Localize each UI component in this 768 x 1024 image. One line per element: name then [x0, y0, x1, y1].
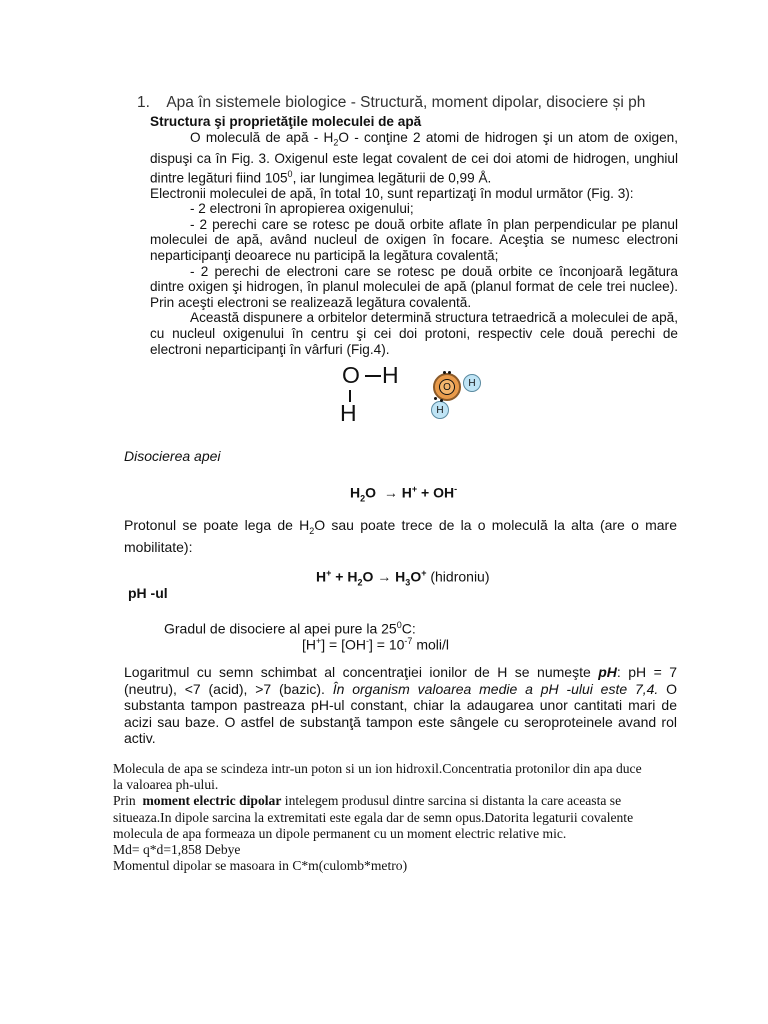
structure-paragraph-3: - 2 electroni în apropierea oxigenului;: [190, 201, 414, 217]
heading-text: Apa în sistemele biologice - Structură, moment dipolar, disociere și ph: [166, 94, 646, 111]
structure-paragraph-5: - 2 perechi de electroni care se rotesc pe două orbite ce înconjoară legătura dintre oxigen şi hidrogen, în planul moleculei de apă (planul format de cele trei nuclee). Prin aceşti electroni se realizează legătura covalentă.: [150, 263, 678, 310]
notes-line-2: Prin moment electric dipolar intelegem produsul dintre sarcina si distanta la care aceasta se situeaza.In dipole sarcina la extremitati este egala dar de semn opus.Datorita legaturii covalente molecula de apa formeaza un dipole permanent cu un moment electric relative mic.: [113, 793, 634, 841]
ph-concentration-line: $[H^+] = [OH^-] = 10^{-7}$ moli/l: [302, 636, 449, 653]
ball-model-figure: [428, 369, 488, 423]
hydrogen-ball-1: H: [463, 374, 481, 392]
structure-title: Structura şi proprietăţile moleculei de apă: [150, 114, 422, 129]
notes-line-4: Momentul dipolar se masoara in C*m(culomb*metro): [113, 858, 408, 874]
page-heading: [137, 94, 645, 112]
ph-log-paragraph: Logaritmul cu semn schimbat al concentraţiei ionilor de H se numeşte pH: pH = 7 (neutru), <7 (acid), >7 (bazic). În organism valoarea medie a pH -ului este 7,4. O substanta tampon pastreaza pH-ul constant, chiar la adaugarea unor cantitati mari de acizi sau baze. O astfel de substanţă tampon este sângele cu seroproteinele avand rol activ.: [124, 664, 678, 746]
structure-paragraph-4: - 2 perechi care se rotesc pe două orbite aflate în plan perpendicular pe planul moleculei de apă, având nucleul de oxigen în focare. Aceştia se numesc electroni neparticipanţi deoarece nu participă la legătura covalentă;: [150, 216, 678, 263]
structure-paragraph-2: Electronii moleculei de apă, în total 10, sunt repartizaţi în modul următor (Fig. 3):: [150, 185, 634, 201]
electron-dot: [434, 397, 437, 400]
atom-o-label: O: [342, 362, 360, 388]
hydrogen-ball-2: H: [431, 401, 449, 419]
structure-section: [150, 114, 678, 357]
structure-paragraph-1: O moleculă de apă - $H_2O$ - conţine 2 atomi de hidrogen şi un atom de oxigen, dispuşi ca în Fig. 3. Oxigenul este legat covalent de cei doi atomi de hidrogen, unghiul dintre legături fiind $105^0$, iar lungimea legăturii de 0,99 Å.: [150, 129, 678, 186]
ph-degree-line: Gradul de disociere al apei pure la $25^0C$:: [164, 620, 416, 637]
atom-h1-label: H: [382, 362, 399, 388]
electron-dot: [440, 399, 443, 402]
proton-paragraph: Protonul se poate lega de $H_2O$ sau poate trece de la o moleculă la alta (are o mare mobilitate):: [124, 517, 677, 556]
heading-number: 1.: [137, 94, 150, 111]
notes-line-1: Molecula de apa se scindeza intr-un poton si un ion hidroxil.Concentratia protonilor din apa duce la valoarea ph-ului.: [113, 761, 642, 793]
atom-h2-label: H: [340, 400, 357, 426]
bond-oh-horizontal: [365, 375, 381, 377]
electron-dot: [443, 371, 446, 374]
dissociation-title: Disocierea apei: [124, 448, 221, 464]
notes-section: [113, 761, 653, 874]
ph-title: pH -ul: [128, 585, 168, 601]
structure-paragraph-6: Această dispunere a orbitelor determină structura tetraedrică a moleculei de apă, cu nucleul oxigenului în centru şi cei doi protoni, respectiv cele două perechi de electroni neparticipanţi în vârfuri (Fig.4).: [150, 310, 678, 357]
notes-line-3: Md= q*d=1,858 Debye: [113, 842, 241, 858]
electron-dot: [448, 371, 451, 374]
oxygen-core: O: [439, 379, 455, 395]
hydronium-equation: $H^+ + H_2O \to H_3O^+$ (hidroniu): [316, 568, 490, 588]
dissociation-equation: $H_2O \to H^+ + OH^-$: [350, 484, 458, 504]
